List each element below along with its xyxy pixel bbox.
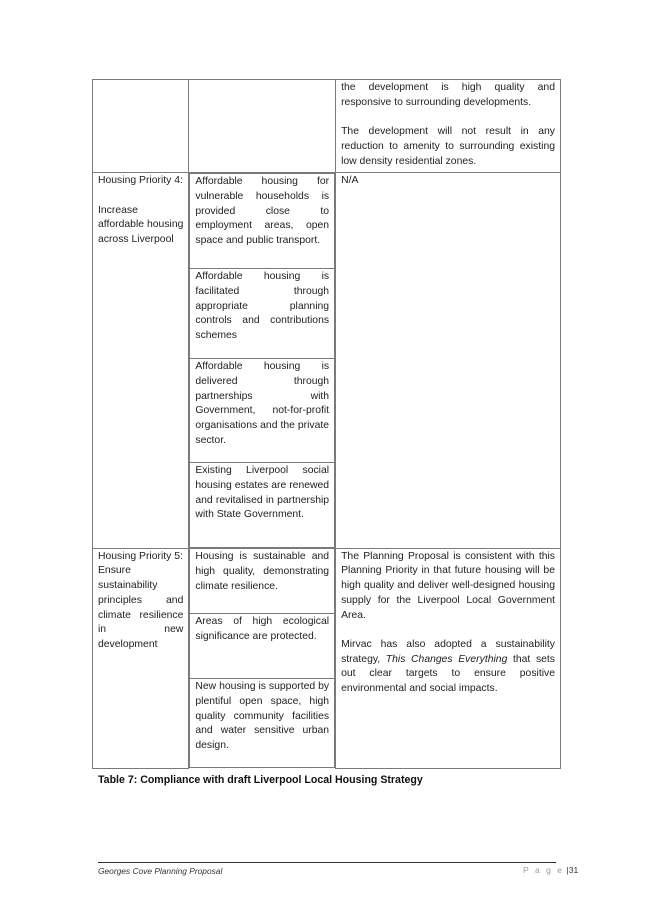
objective-item [190, 549, 334, 614]
response-cell [336, 548, 561, 768]
empty-cell [189, 80, 336, 173]
response-text: that sets out clear targets to ensure positive environmental and social impacts. [341, 653, 555, 695]
priority-cell [93, 173, 189, 549]
objectives-cell [189, 548, 335, 768]
footer-document-title: Georges Cove Planning Proposal [98, 866, 223, 876]
empty-cell [93, 80, 189, 173]
response-paragraph: the development is high quality and responsive to surrounding developments. [341, 82, 555, 108]
objective-text: Existing Liverpool social housing estates are renewed and revitalised in partnership with State Government. [195, 465, 330, 521]
objective-text: Housing is sustainable and high quality, demonstrating climate resilience. [195, 551, 330, 592]
page-label: P a g e [523, 865, 565, 875]
response-paragraph: The development will not result in any reduction to amenity to surrounding existing low density residential zones. [341, 126, 555, 167]
response-text: Mirvac has also adopted a sustainability strategy, [341, 638, 555, 665]
page-number: |31 [566, 865, 579, 875]
objectives-cell [189, 173, 335, 548]
table-row-continued [93, 80, 561, 173]
objective-item [190, 269, 334, 359]
response-cell [336, 173, 561, 549]
objective-item [190, 359, 334, 463]
table-row-priority-5 [93, 548, 561, 768]
footer-page-number [523, 865, 578, 875]
compliance-table [92, 79, 561, 769]
response-paragraph: The Planning Proposal is consistent with this Planning Priority in that future housing will be high quality and deliver well-designed housing supply for the Liverpool Local Government Area. [341, 550, 555, 621]
response-paragraph [341, 638, 555, 697]
objective-item [190, 463, 334, 547]
objective-item [190, 614, 334, 679]
objective-text: Areas of high ecological significance are protected. [195, 616, 330, 642]
priority-subtitle: Ensure sustainability principles and climate resilience in new development [98, 565, 184, 650]
objective-item [190, 174, 334, 269]
priority-title: Housing Priority 4: [98, 175, 183, 187]
objective-text: Affordable housing is facilitated through appropriate planning controls and contributions schemes [195, 271, 330, 342]
footer-divider [98, 862, 556, 863]
priority-subtitle: Increase affordable housing across Liverpool [98, 204, 184, 245]
objective-text: Affordable housing for vulnerable households is provided close to employment areas, open space and public transport. [195, 176, 330, 247]
response-cell [336, 80, 561, 173]
priority-title: Housing Priority 5: [98, 550, 183, 562]
priority-cell [93, 548, 189, 768]
table-caption: Table 7: Compliance with draft Liverpool Local Housing Strategy [98, 774, 423, 786]
objective-text: New housing is supported by plentiful open space, high quality community facilities and water sensitive urban design. [195, 681, 330, 752]
table-row-priority-4 [93, 173, 561, 549]
objective-item [190, 679, 334, 767]
objective-text: Affordable housing is delivered through partnerships with Government, not-for-profit organisations and the private sector. [195, 361, 330, 446]
response-text: N/A [341, 175, 359, 187]
strategy-name: This Changes Everything [385, 653, 508, 665]
